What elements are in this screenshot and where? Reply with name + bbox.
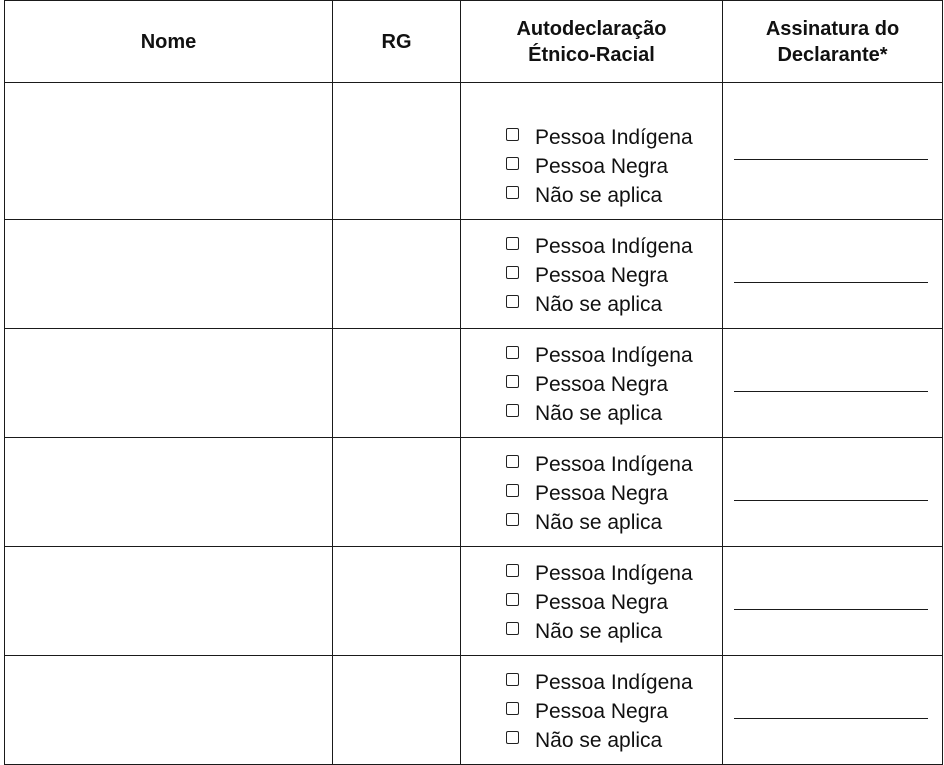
nome-field[interactable] xyxy=(5,547,333,656)
option-label: Pessoa Negra xyxy=(535,590,669,614)
declaration-table xyxy=(4,0,943,765)
option-label: Pessoa Indígena xyxy=(535,343,693,367)
signature-field[interactable] xyxy=(723,329,943,438)
option-nao-se-aplica[interactable] xyxy=(506,399,693,428)
option-pessoa-negra[interactable] xyxy=(506,261,693,290)
options-group xyxy=(506,559,693,646)
nome-field[interactable] xyxy=(5,83,333,220)
nome-field[interactable] xyxy=(5,656,333,765)
rg-field[interactable] xyxy=(333,438,461,547)
option-nao-se-aplica[interactable] xyxy=(506,508,693,537)
header-autodeclaracao-line2: Étnico-Racial xyxy=(528,43,655,66)
rg-field[interactable] xyxy=(333,547,461,656)
option-pessoa-negra[interactable] xyxy=(506,479,693,508)
option-label: Pessoa Indígena xyxy=(535,452,693,476)
header-rg: RG xyxy=(333,1,461,83)
rg-field[interactable] xyxy=(333,329,461,438)
option-label: Pessoa Indígena xyxy=(535,234,693,258)
header-nome: Nome xyxy=(5,1,333,83)
signature-line xyxy=(734,282,928,283)
checkbox-icon[interactable] xyxy=(506,731,519,744)
header-autodeclaracao-line1: Autodeclaração xyxy=(516,17,667,40)
table-row xyxy=(5,438,943,547)
option-pessoa-negra[interactable] xyxy=(506,152,693,181)
option-label: Não se aplica xyxy=(535,510,663,534)
option-pessoa-negra[interactable] xyxy=(506,370,693,399)
checkbox-icon[interactable] xyxy=(506,455,519,468)
option-nao-se-aplica[interactable] xyxy=(506,290,693,319)
option-label: Não se aplica xyxy=(535,292,663,316)
autodeclaracao-options xyxy=(461,83,723,220)
header-autodeclaracao xyxy=(461,1,723,83)
option-label: Pessoa Indígena xyxy=(535,125,693,149)
option-label: Não se aplica xyxy=(535,728,663,752)
signature-line xyxy=(734,391,928,392)
table-row xyxy=(5,329,943,438)
option-label: Pessoa Negra xyxy=(535,372,669,396)
checkbox-icon[interactable] xyxy=(506,673,519,686)
header-assinatura-line1: Assinatura do xyxy=(765,17,900,40)
header-row xyxy=(5,1,943,83)
checkbox-icon[interactable] xyxy=(506,128,519,141)
option-label: Não se aplica xyxy=(535,619,663,643)
checkbox-icon[interactable] xyxy=(506,157,519,170)
checkbox-icon[interactable] xyxy=(506,702,519,715)
table-row xyxy=(5,83,943,220)
header-assinatura-line2: Declarante* xyxy=(777,43,888,66)
option-pessoa-indigena[interactable] xyxy=(506,341,693,370)
options-group xyxy=(506,668,693,755)
nome-field[interactable] xyxy=(5,220,333,329)
table-row xyxy=(5,220,943,329)
checkbox-icon[interactable] xyxy=(506,564,519,577)
option-label: Não se aplica xyxy=(535,401,663,425)
options-group xyxy=(506,232,693,319)
signature-line xyxy=(734,718,928,719)
rg-field[interactable] xyxy=(333,656,461,765)
option-pessoa-indigena[interactable] xyxy=(506,668,693,697)
signature-field[interactable] xyxy=(723,83,943,220)
checkbox-icon[interactable] xyxy=(506,622,519,635)
option-nao-se-aplica[interactable] xyxy=(506,726,693,755)
options-group xyxy=(506,123,693,210)
rg-field[interactable] xyxy=(333,220,461,329)
signature-field[interactable] xyxy=(723,656,943,765)
option-label: Não se aplica xyxy=(535,183,663,207)
option-pessoa-indigena[interactable] xyxy=(506,450,693,479)
option-label: Pessoa Negra xyxy=(535,263,669,287)
option-nao-se-aplica[interactable] xyxy=(506,617,693,646)
checkbox-icon[interactable] xyxy=(506,513,519,526)
option-label: Pessoa Negra xyxy=(535,154,669,178)
option-pessoa-indigena[interactable] xyxy=(506,232,693,261)
table-row xyxy=(5,656,943,765)
nome-field[interactable] xyxy=(5,329,333,438)
signature-line xyxy=(734,609,928,610)
autodeclaracao-options xyxy=(461,547,723,656)
autodeclaracao-options xyxy=(461,220,723,329)
option-pessoa-negra[interactable] xyxy=(506,697,693,726)
signature-field[interactable] xyxy=(723,220,943,329)
option-label: Pessoa Negra xyxy=(535,481,669,505)
signature-line xyxy=(734,500,928,501)
checkbox-icon[interactable] xyxy=(506,593,519,606)
option-label: Pessoa Indígena xyxy=(535,670,693,694)
signature-line xyxy=(734,159,928,160)
option-pessoa-indigena[interactable] xyxy=(506,123,693,152)
option-label: Pessoa Negra xyxy=(535,699,669,723)
checkbox-icon[interactable] xyxy=(506,375,519,388)
checkbox-icon[interactable] xyxy=(506,484,519,497)
option-pessoa-negra[interactable] xyxy=(506,588,693,617)
checkbox-icon[interactable] xyxy=(506,237,519,250)
options-group xyxy=(506,450,693,537)
checkbox-icon[interactable] xyxy=(506,404,519,417)
option-pessoa-indigena[interactable] xyxy=(506,559,693,588)
autodeclaracao-options xyxy=(461,438,723,547)
checkbox-icon[interactable] xyxy=(506,266,519,279)
checkbox-icon[interactable] xyxy=(506,295,519,308)
autodeclaracao-options xyxy=(461,656,723,765)
header-assinatura xyxy=(723,1,943,83)
checkbox-icon[interactable] xyxy=(506,186,519,199)
option-label: Pessoa Indígena xyxy=(535,561,693,585)
signature-field[interactable] xyxy=(723,547,943,656)
table-row xyxy=(5,547,943,656)
autodeclaracao-options xyxy=(461,329,723,438)
signature-field[interactable] xyxy=(723,438,943,547)
rg-field[interactable] xyxy=(333,83,461,220)
nome-field[interactable] xyxy=(5,438,333,547)
option-nao-se-aplica[interactable] xyxy=(506,181,693,210)
checkbox-icon[interactable] xyxy=(506,346,519,359)
options-group xyxy=(506,341,693,428)
